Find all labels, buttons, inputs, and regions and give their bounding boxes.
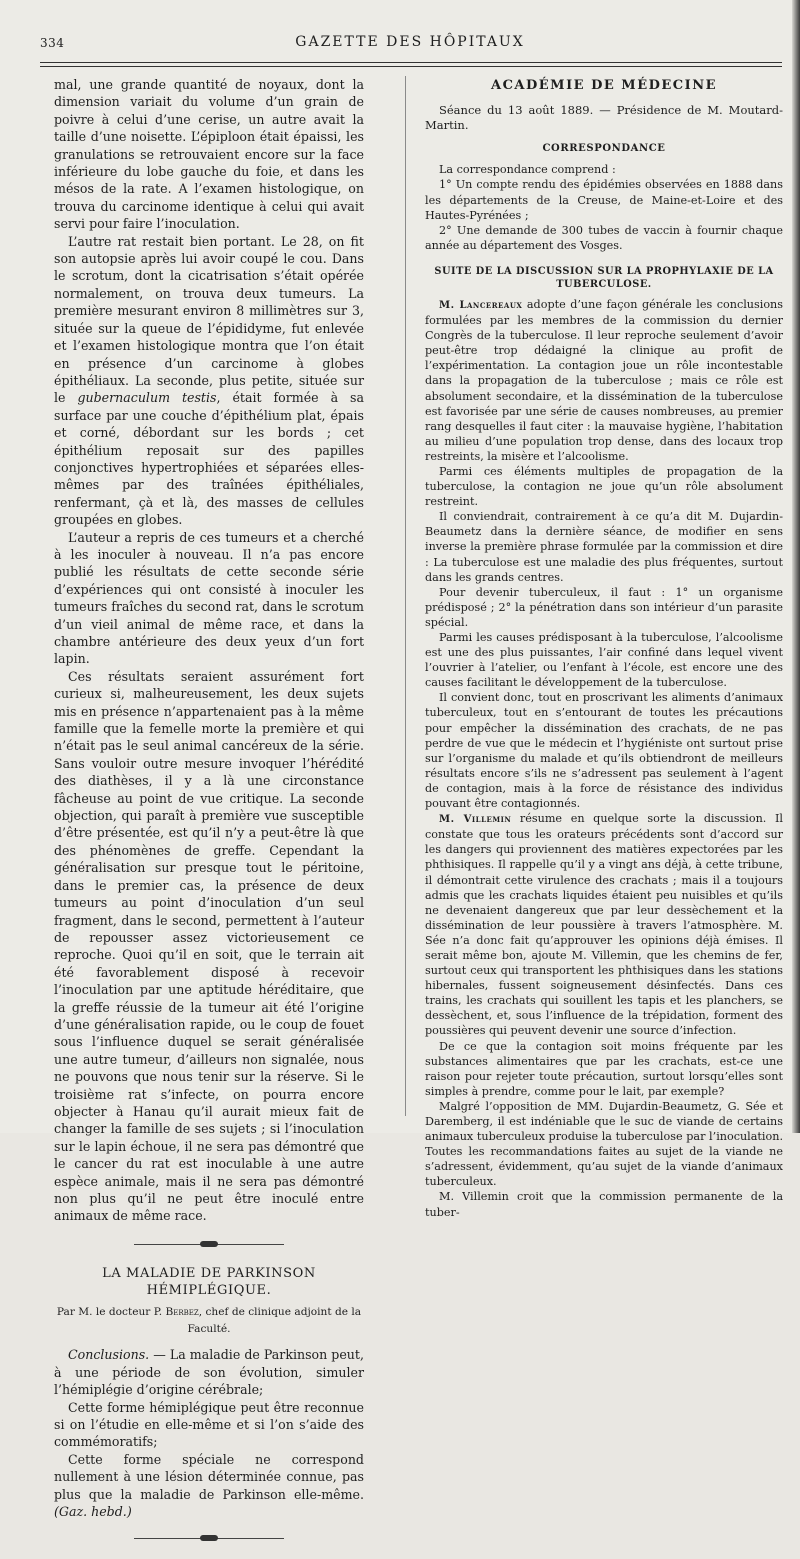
page-header (40, 30, 780, 54)
running-title: GAZETTE DES HÔPITAUX (295, 34, 525, 50)
paragraph: Malgré l’opposition de MM. Dujardin-Beaumetz, G. Sée et Daremberg, il est indéniable que le suc de viande de certains animaux tuberculeux produise la tuberculose par l’inoculation. Toutes les recommandations faites au sujet de la viande ne s’adressent, évidemment, qu’au sujet de la viande d’animaux tuberculeux. (425, 1099, 783, 1189)
seance-line: Séance du 13 août 1889. — Présidence de M. Moutard-Martin. (425, 103, 783, 133)
paragraph-correspondance-intro: La correspondance comprend : (439, 163, 616, 177)
paragraph-lancereaux (425, 297, 783, 464)
byline-suffix: , chef de clinique adjoint de la Faculté. (187, 1305, 362, 1336)
paragraph: De ce que la contagion soit moins fréquente par les substances alimentaires que par les crachats, est-ce une raison pour rejeter toute précaution, surtout lorsqu’elles sont simples à prendre, comme pour le lait, par exemple? (425, 1039, 783, 1098)
paragraph-text: résume en quelque sorte la discussion. Il constate que tous les orateurs précédents sont d’accord sur les dangers qui proviennent des matières expectorées par les phthisiques. Il rappelle qu’il y a vingt ans déjà, à cette tribune, il démontrait cette virulence des crachats ; mais il a toujours admis que les crachats liquides étaient peu nuisibles et qu’ils ne devenaient dangereux que par leur dessèchement et la dissémination de leur poussière à travers l’atmosphère. M. Sée n’a donc fait qu’approuver les opinions déjà émises. Il serait même bon, ajoute M. Villemin, que les chemins de fer, surtout ceux qui transportent les phthisiques dans les stations hibernales, fussent soigneusement désinfectés. Dans ces trains, les crachats qui souillent les tapis et les planchers, se dessèchent, et, sous l’influence de la trépidation, forment des poussières qui peuvent devenir une source d’infection. (425, 812, 783, 1038)
paragraph: Il conviendrait, contrairement à ce qu’a dit M. Dujardin-Beaumetz dans la dernière séance, de modifier en sens inverse la première phrase formulée par la commission et dire : La tuberculose est une maladie des plus fréquentes, surtout dans les grands centres. (425, 510, 783, 584)
paragraph: M. Villemin croit que la commission permanente de la tuber- (425, 1190, 783, 1219)
paragraph: Pour devenir tuberculeux, il faut : 1° un organisme prédisposé ; 2° la pénétration dans son intérieur d’un parasite spécial. (425, 585, 783, 629)
paragraph-text: L’autre rat restait bien portant. Le 28, on fit son autopsie après lui avoir coupé le cou. Dans le scrotum, dont la cicatrisation s’était opérée normalement, on trouva deux tumeurs. La première mesurant environ 8 millimètres sur 3, située sur la queue de l’épididyme, fut enlevée et l’examen histologique montra que l’on était en présence d’un carcinome à globes épithéliaux. La seconde, plus petite, située sur le (54, 233, 364, 406)
header-rule (40, 62, 782, 63)
header-rule-double (40, 66, 782, 67)
ornament-dot (200, 1535, 218, 1541)
paragraph: Il convient donc, tout en proscrivant les aliments d’animaux tuberculeux, tout en s’entourant de toutes les précautions pour empêcher la dissémination des crachats, de ne pas perdre de vue que le médecin et l’hygiéniste ont surtout prise sur l’organisme du malade et qu’ils obtiendront de meilleurs résultats encore s’ils ne s’adressent pas seulement à l’agent de contagion, mais à la force de résistance des individus pouvant être contagionnés. (425, 691, 783, 811)
conclusions-label: Conclusions. (68, 1347, 150, 1363)
speaker-name: M. Villemin (439, 814, 512, 826)
list-item: 1° Un compte rendu des épidémies observées en 1888 dans les départements de la Creuse, de Maine-et-Loire et des Hautes-Pyrénées ; (425, 178, 783, 222)
paragraph-text: Cette forme spéciale ne correspond nullement à une lésion déterminée connue, pas plus que la maladie de Parkinson elle-même. (54, 1451, 364, 1502)
paragraph-form: Cette forme hémiplégique peut être reconnue si on l’étudie en elle-même et si l’on s’aide des commémoratifs; (54, 1399, 364, 1450)
paragraph-text: — La maladie de Parkinson peut, à une période de son évolution, simuler l’hémiplégie d’origine cérébrale; (54, 1347, 364, 1398)
paragraph: Parmi les causes prédisposant à la tuberculose, l’alcoolisme est une des plus puissantes, l’air confiné dans lequel vivent l’ouvrier à l’atelier, ou l’enfant à l’école, est encore une des causes facilitant le développement de la tuberculose. (425, 631, 783, 690)
ornament-dot (200, 1241, 218, 1247)
paragraph-text: , était formée à sa surface par une couche d’épithélium plat, épais et corné, débordant sur les bords ; cet épithélium reposait sur des papilles conjonctives hypertrophiées et séparées elles-mêmes par des traînées épithéliales, renfermant, çà et là, des masses de cellules groupées en globes. (54, 390, 365, 528)
article-byline (54, 1304, 364, 1339)
paragraph-critique: Ces résultats seraient assurément fort curieux si, malheureusement, les deux sujets mis en présence n’appartenaient pas à la même famille que la femelle morte la première et qui n’était pas le seul animal cancéreux de la série. Sans vouloir outre mesure invoquer l’hérédité des diathèses, il y a là une circonstance fâcheuse au point de vue critique. La seconde objection, qui paraît à première vue susceptible d’être présentée, est qu’il n’y a peut-être là que des phénomènes de greffe. Cependant la généralisation sur presque tout le péritoine, dans le premier cas, la présence de deux tumeurs au point d’inoculation d’un seul fragment, dans le second, permettent à l’auteur de repousser assez victorieusement ce reproche. Quoi qu’il en soit, que le terrain ait été favorablement disposé à recevoir l’inoculation par une aptitude héréditaire, que la greffe réussie de la tumeur ait été l’origine d’une généralisation rapide, ou le coup de fouet sous l’influence duquel se serait généralisée une autre tumeur, d’ailleurs non signalée, nous ne pouvons que nous tenir sur la réserve. Si le troisième rat s’infecte, on pourra encore objecter à Hanau qu’il aurait mieux fait de changer la famille de ses sujets ; si l’inoculation sur le lapin échoue, il ne sera pas démontré que le cancer du rat est inoculable à une autre espèce animale, mais il ne sera pas démontré non plus qu’il ne peut être inoculé entre animaux de même race. (54, 668, 364, 1224)
page-number: 334 (40, 36, 65, 50)
paragraph-text: adopte d’une façon générale les conclusions formulées par les membres de la commission du dernier Congrès de la tuberculose. Il leur reproche seulement d’avoir peut-être trop dédaigné la clinique au profit de l’expérimentation. La contagion joue un rôle incontestable dans la propagation de la tuberculose ; mais ce rôle est absolument secondaire, et la dissémination de la tuberculose est favorisée par une série de causes nombreuses, au premier rang desquelles il faut citer : la mauvaise hygiène, l’habitation au milieu d’une population trop dense, dans des locaux trop restreints, la misère et l’alcoolisme. (425, 297, 783, 463)
end-ornament (134, 1535, 284, 1541)
paragraph-villemin (425, 811, 783, 1038)
subheading-discussion: SUITE DE LA DISCUSSION SUR LA PROPHYLAXIE DE LA TUBERCULOSE. (434, 265, 774, 290)
binding-edge (792, 0, 800, 1133)
paragraph-second-rat (54, 233, 364, 529)
speaker-name: M. Lancereaux (439, 299, 523, 311)
subheading-correspondance: CORRESPONDANCE (542, 143, 666, 155)
left-column (54, 76, 364, 1559)
source-citation: (Gaz. hebd.) (54, 1504, 132, 1520)
paragraph-reinoculation: L’auteur a repris de ces tumeurs et a cherché à les inoculer à nouveau. Il n’a pas encore publié les résultats de cette seconde série d’expériences qui ont consisté à inoculer les tumeurs fraîches du second rat, dans le scrotum d’un vieil animal de même race, et dans la chambre antérieure des deux yeux d’un fort lapin. (54, 529, 364, 667)
section-ornament (134, 1241, 284, 1247)
italic-term: gubernaculum testis (77, 390, 217, 406)
right-column (425, 76, 783, 1220)
column-divider (405, 76, 406, 1116)
list-item: 2° Une demande de 300 tubes de vaccin à fournir chaque année au département des Vosges. (425, 223, 783, 252)
paragraph-conclusions (54, 1346, 364, 1398)
article-title: LA MALADIE DE PARKINSON HÉMIPLÉGIQUE. (102, 1265, 316, 1299)
section-title: ACADÉMIE DE MÉDECINE (490, 78, 717, 93)
paragraph: Parmi ces éléments multiples de propagation de la tuberculose, la contagion ne joue qu’un rôle absolument restreint. (425, 464, 783, 509)
author-name: Berbez (165, 1305, 199, 1318)
paragraph-continued: mal, une grande quantité de noyaux, dont la dimension variait du volume d’un grain de poivre à celui d’une cerise, un autre avait la taille d’une noisette. L’épiploon était épaissi, les granulations se retrouvaient encore sur la face inférieure du lobe gauche du foie, et dans les mésos de la rate. A l’examen histologique, on trouva du carcinome identique à celui qui avait servi pour faire l’inoculation. (54, 77, 364, 232)
paragraph-special (54, 1451, 364, 1521)
byline-prefix: Par M. le docteur P. (56, 1305, 166, 1318)
